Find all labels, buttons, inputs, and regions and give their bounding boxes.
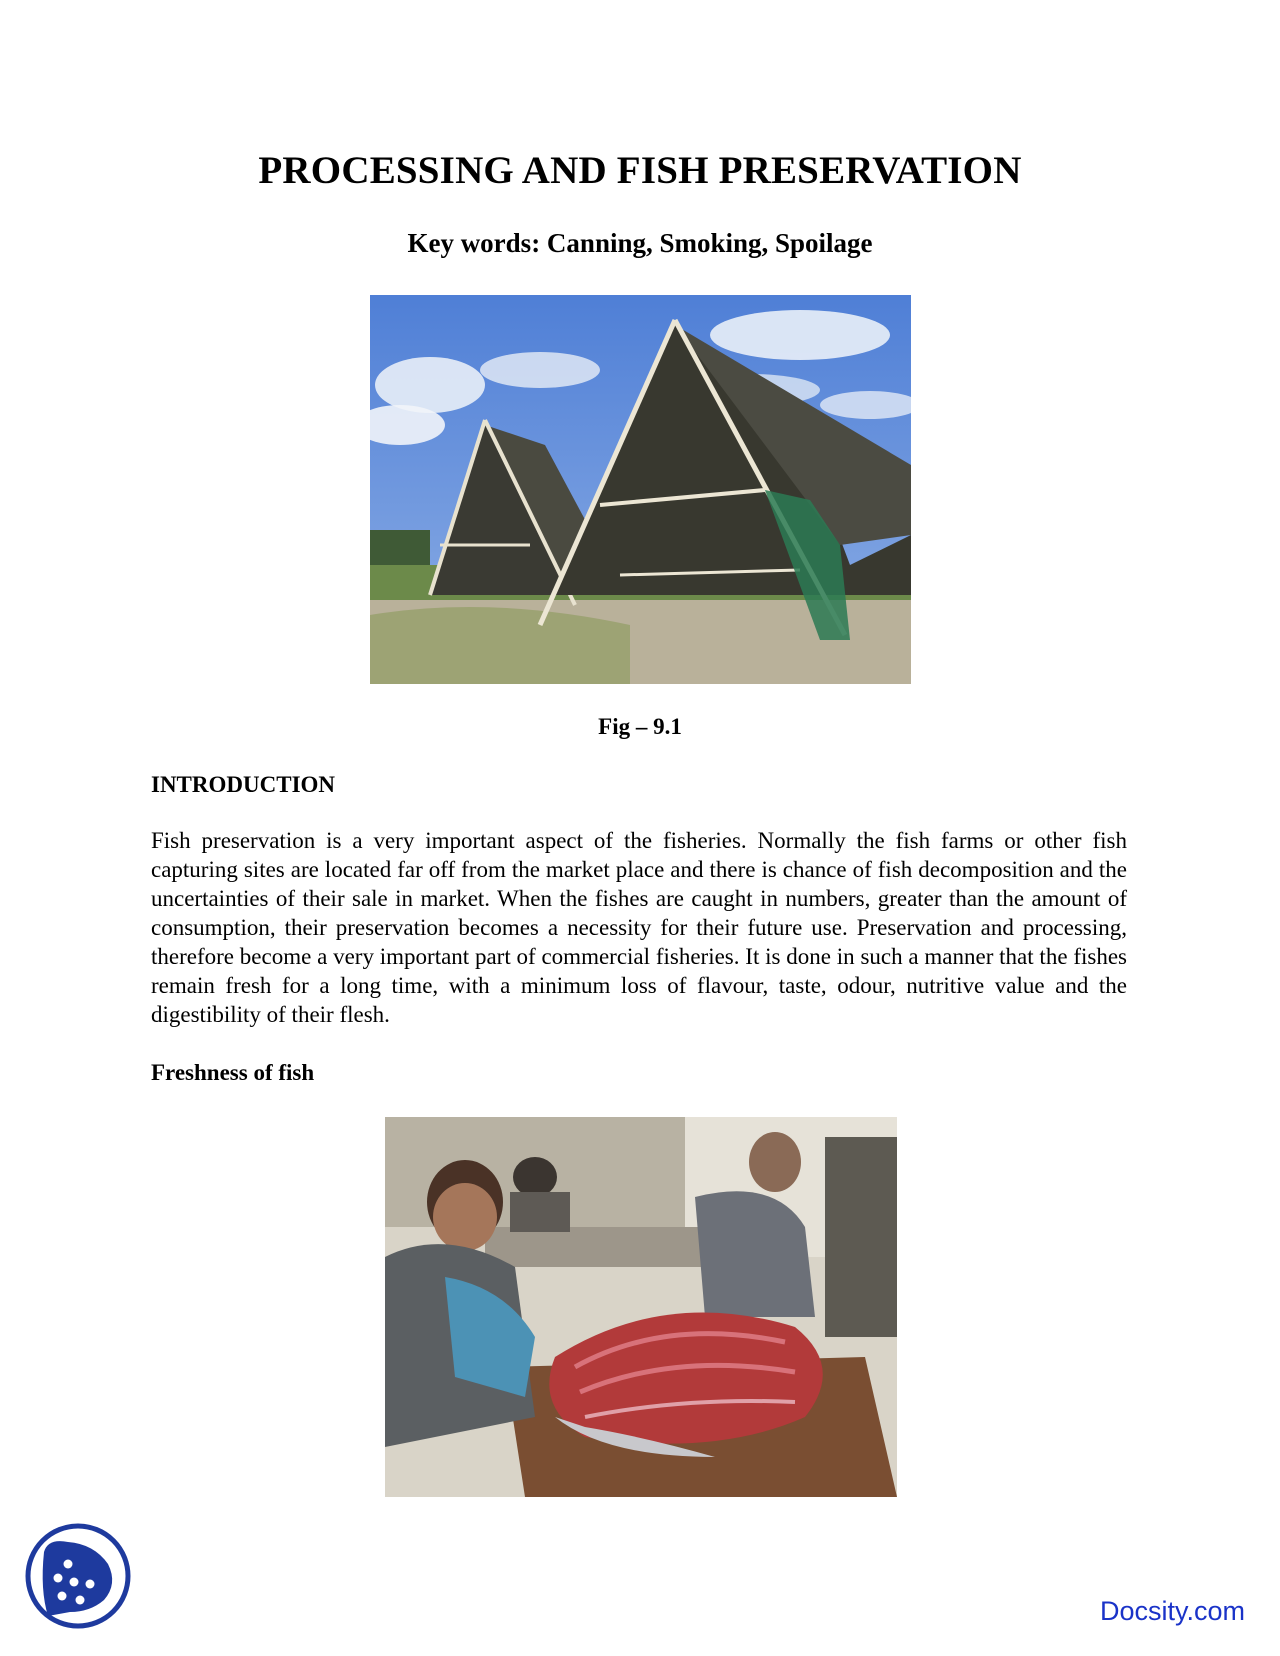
section-heading-introduction: INTRODUCTION: [151, 772, 336, 797]
introduction-paragraph: Fish preservation is a very important aspect of the fisheries. Normally the fish farms or other fish capturing sites are located far off from the market place and there is chance of fish decomposition and the uncertainties of their sale in market. When the fishes are caught in numbers, greater than the amount of consumption, their preservation becomes a necessity for their future use. Preservation and processing, therefore become a very important part of commercial fisheries. It is done in such a manner that the fishes remain fresh for a long time, with a minimum loss of flavour, taste, odour, nutritive value and the digestibility of their flesh.: [151, 828, 1127, 1027]
docsity-logo-icon: [22, 1520, 134, 1632]
section-heading-freshness: Freshness of fish: [151, 1060, 315, 1085]
docsity-watermark-text: Docsity.com: [1100, 1596, 1246, 1626]
figure-caption: Fig – 9.1: [598, 714, 682, 739]
fish-market-photo: [385, 1117, 897, 1497]
page-title: PROCESSING AND FISH PRESERVATION: [258, 149, 1022, 192]
fish-drying-racks-photo: [370, 295, 911, 684]
keywords-line: Key words: Canning, Smoking, Spoilage: [407, 228, 873, 258]
